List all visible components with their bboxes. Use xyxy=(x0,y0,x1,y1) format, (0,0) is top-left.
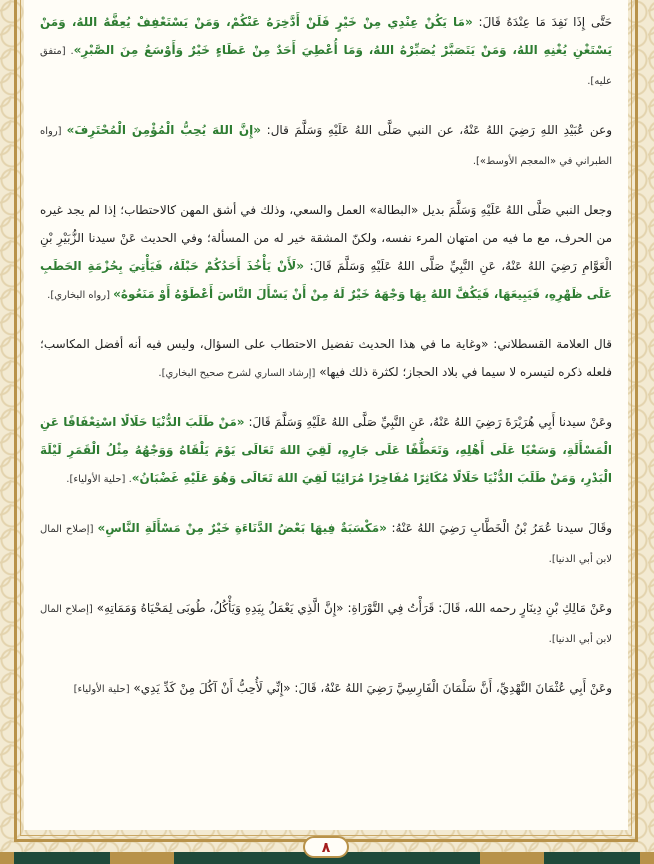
citation: [رواه الطبراني في «المعجم الأوسط»]. xyxy=(40,126,612,167)
body-text: وقَالَ سيدنا عُمَرُ بْنُ الْخَطَّابِ رَضِيَ اللهُ عَنْهُ: xyxy=(386,521,612,535)
paragraph xyxy=(40,196,612,310)
footer-gold-segment xyxy=(0,852,14,864)
citation: [إرشاد الساري لشرح صحيح البخاري]. xyxy=(158,368,316,379)
paragraph xyxy=(40,594,612,654)
citation: [رواه البخاري]. xyxy=(47,290,114,301)
footer-gold-segment xyxy=(110,852,174,864)
hadith-quote: «مَنْ طَلَبَ الدُّنْيَا حَلَالًا اسْتِعْفَافًا عَنِ الْمَسْأَلَةِ، وَسَعْيًا عَلَى أَهْلِهِ، وَتَعَطُّفًا عَلَى جَارِهِ، لَقِيَ اللهَ تَعَالَى يَوْمَ يَلْقَاهُ وَوَجْهُهُ مِثْلُ الْقَمَرِ لَيْلَةَ الْبَدْرِ، وَمَنْ طَلَبَ الدُّنْيَا حَلَالًا مُكَاثِرًا مُفَاخِرًا مُرَائِيًا لَقِيَ اللهَ تَعَالَى وَهُوَ عَلَيْهِ غَضْبَانُ» xyxy=(40,415,612,485)
body-text: وعَنْ أَبِي عُثْمَانَ النَّهْدِيِّ، أَنَّ سَلْمَانَ الْفَارِسِيَّ رَضِيَ اللهُ عَنْهُ، قَالَ: «إِنِّي لَأُحِبُّ أَنْ آكُلَ مِنْ كَدِّ يَدِي» xyxy=(129,681,612,695)
hadith-quote: «مَا يَكُنْ عِنْدِي مِنْ خَيْرٍ فَلَنْ أَدَّخِرَهُ عَنْكُمْ، وَمَنْ يَسْتَعْفِفْ يُعِفَّهُ اللهُ، وَمَنْ يَسْتَغْنِ يُغْنِهِ اللهُ، وَمَنْ يَتَصَبَّرْ يُصَبِّرْهُ اللهُ، وَمَا أُعْطِيَ أَحَدٌ مِنْ عَطَاءٍ خَيْرٌ وَأَوْسَعُ مِنَ الصَّبْرِ» xyxy=(40,15,613,57)
body-text: وعَنْ سيدنا أَبِي هُرَيْرَةَ رَضِيَ اللهُ عَنْهُ، عَنِ النَّبِيِّ صَلَّى اللهُ عَلَيْهِ وَسَلَّمَ قَالَ: xyxy=(244,415,612,429)
page-number: ٨ xyxy=(303,836,349,858)
body-text: وعَنْ مَالِكِ بْنِ دِينَارٍ رحمه الله، قَالَ: قَرَأْتُ فِي التَّوْرَاةِ: «إِنَّ الَّذِي يَعْمَلُ بِيَدِهِ وَيَأْكُلُ، طُوبَى لِمَحْيَاهُ وَمَمَاتِهِ» xyxy=(92,601,612,615)
citation: [حلية الأولياء] xyxy=(73,684,130,695)
footer-gold-segment xyxy=(480,852,544,864)
paragraph xyxy=(40,330,612,388)
citation: . [متفق عليه]. xyxy=(40,46,612,87)
hadith-quote: «لَأَنْ يَأْخُذَ أَحَدُكُمْ حَبْلَهُ، فَيَأْتِيَ بِحُزْمَةِ الحَطَبِ عَلَى ظَهْرِهِ، فَيَبِيعَهَا، فَيَكُفَّ اللهُ بِهَا وَجْهَهُ خَيْرٌ لَهُ مِنْ أَنْ يَسْأَلَ النَّاسَ أَعْطَوْهُ أَوْ مَنَعُوهُ» xyxy=(40,259,612,301)
body-text: قال العلامة القسطلاني: «وغاية ما في هذا الحديث تفضيل الاحتطاب على السؤال، وليس فيه أنه أفضل المكاسب؛ فلعله ذكره لتيسره لا سيما في بلاد الحجاز؛ لكثرة ذلك فيها» xyxy=(40,337,612,379)
body-text: حَتَّى إِذَا نَفِدَ مَا عِنْدَهُ قَالَ: xyxy=(472,15,612,29)
citation: . [حلية الأولياء]. xyxy=(66,474,132,485)
body-text: وجعل النبي صَلَّى اللهُ عَلَيْهِ وَسَلَّمَ بديل «البطالة» العمل والسعي، وذلك في أشق المهن كالاحتطاب؛ إذا لم يجد غيره من الحرف، مع ما فيه من امتهان المرء نفسه، ولكنّ المشقة خير له من المسألة؛ وفي الحديث عَنْ سيدنا الزُّبَيْرِ بْنِ الْعَوَّامِ رَضِيَ اللهُ عَنْهُ، عَنِ النَّبِيِّ صَلَّى اللهُ عَلَيْهِ وَسَلَّمَ قَالَ: xyxy=(40,203,612,273)
paragraph xyxy=(40,408,612,494)
paragraph xyxy=(40,116,612,176)
paragraph xyxy=(40,8,612,96)
paragraph xyxy=(40,514,612,574)
hadith-quote: «مَكْسَبَةٌ فِيهَا بَعْضُ الدَّنَاءَةِ خَيْرٌ مِنْ مَسْأَلَةِ النَّاسِ» xyxy=(97,521,387,535)
paragraph xyxy=(40,674,612,704)
footer-gold-segment xyxy=(640,852,654,864)
page-text-body xyxy=(24,0,628,830)
hadith-quote: «إِنَّ اللهَ يُحِبُّ الْمُؤْمِنَ الْمُحْتَرِفَ» xyxy=(66,123,262,137)
body-text: وعن عُبَيْدِ اللهِ رَضِيَ اللهُ عَنْهُ، عن النبي صَلَّى اللهُ عَلَيْهِ وَسَلَّمَ قال: xyxy=(261,123,612,137)
citation: [إصلاح المال لابن أبي الدنيا]. xyxy=(40,524,612,565)
citation: [إصلاح المال لابن أبي الدنيا]. xyxy=(40,604,612,645)
